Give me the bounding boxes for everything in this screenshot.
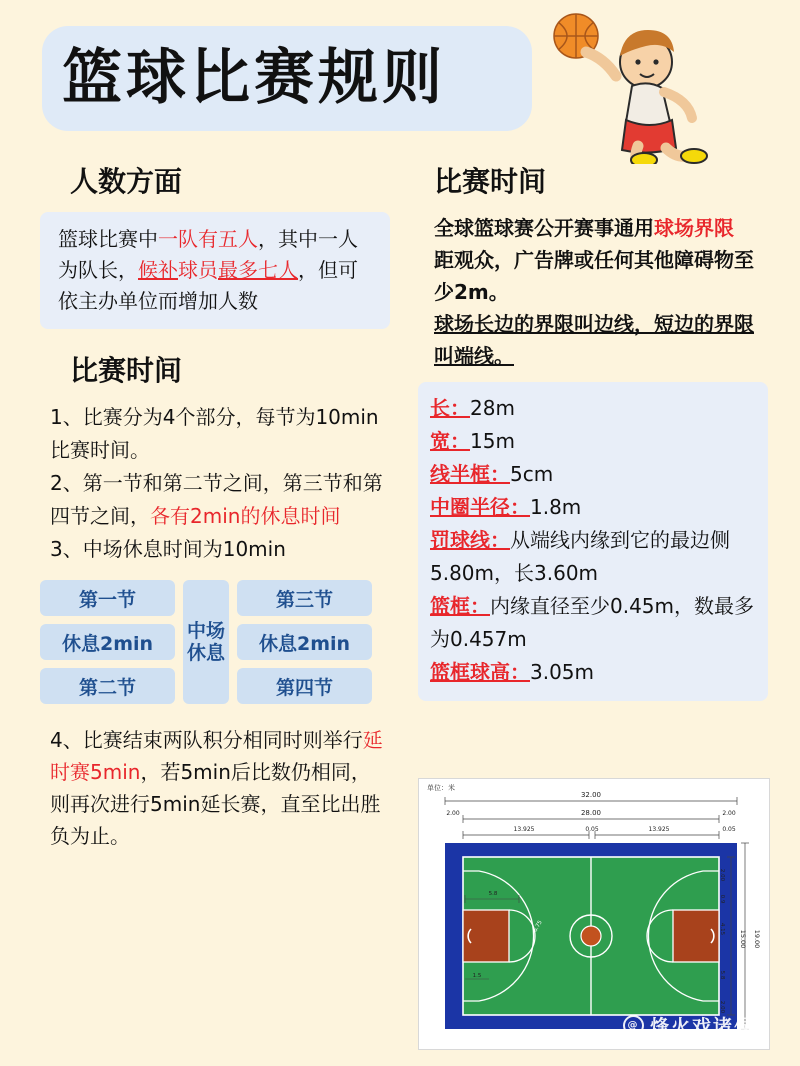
spec-value: 28m: [470, 396, 515, 420]
rule-1: 1、比赛分为4个部分，每节为10min比赛时间。: [50, 405, 379, 462]
spec-value: 5cm: [510, 462, 554, 486]
spec-key: 长：: [430, 396, 470, 420]
dim-margin-left: 2.00: [446, 810, 460, 817]
left-column: [40, 160, 390, 852]
players-text-4: 候补: [138, 258, 178, 282]
watermark-text: 烽火戏诸侯: [649, 1016, 755, 1038]
dim-height-inner: 15.00: [739, 929, 747, 949]
spec-key: 中圈半径：: [430, 495, 530, 519]
players-rule-box: [40, 212, 390, 329]
dim-center: 0.05: [585, 826, 599, 833]
dim-free-throw: 5.8: [488, 891, 498, 897]
spec-value: 3.05m: [530, 660, 595, 684]
box-quarter-1: 第一节: [40, 580, 175, 616]
rule-2: [40, 467, 390, 533]
court-diagram-svg: [419, 779, 770, 1050]
dim-side-c: 4.15: [719, 922, 725, 936]
rule-3: 3、中场休息时间为10min: [50, 537, 286, 561]
watermark-icon: @: [623, 1015, 644, 1036]
dim-side-a: 2.00: [719, 868, 725, 882]
spec-key: 线半框：: [430, 462, 510, 486]
spec-row: [430, 392, 756, 425]
rule-4: [40, 724, 390, 852]
obstacle-distance-paragraph: 距观众，广告牌或任何其他障碍物至少2m。: [434, 248, 754, 304]
rule-4-part-c: ，若5min后比数仍相同，则再次进行5min延长赛，直至比出胜负为止。: [50, 760, 381, 848]
spec-value: 1.8m: [530, 495, 582, 519]
rule-4-part-b: 延时赛5min: [50, 728, 383, 784]
basketball-player-illustration: [528, 4, 728, 164]
dim-half-b: 13.925: [648, 826, 670, 833]
box-quarter-2: 第二节: [40, 668, 175, 704]
spec-key: 篮框：: [430, 594, 490, 618]
box-rest-1: 休息2min: [40, 624, 175, 660]
dim-half-a: 13.925: [513, 826, 535, 833]
spec-row: [430, 425, 756, 458]
box-quarter-3: 第三节: [237, 580, 372, 616]
players-text-7: ，但可依主办单位而增加人数: [58, 258, 358, 313]
heading-players: 人数方面: [70, 165, 183, 198]
right-column: [418, 160, 768, 701]
dim-side-e: 2.00: [719, 1000, 725, 1014]
spec-value: 内缘直径至少0.45m，数最多为0.457m: [430, 594, 755, 651]
court-diagram: [418, 778, 770, 1050]
box-rest-2: 休息2min: [237, 624, 372, 660]
dim-edge-right: 0.05: [722, 826, 736, 833]
rule-2-part-b: 各有2min的休息时间: [150, 504, 341, 528]
rule-2-part-a: 2、第一节和第二节之间，第三节和第四节之间，: [50, 471, 383, 528]
box-halftime: [183, 580, 229, 704]
court-limit-paragraph: [418, 212, 768, 244]
court-limit-text-b: 球场界限: [654, 216, 734, 240]
dim-height-total: 19.00: [753, 929, 761, 949]
players-text-1: 篮球比赛中: [58, 227, 158, 251]
quarter-schedule-grid: [40, 580, 380, 708]
dim-margin-right: 2.00: [722, 810, 736, 817]
heading-game-time-left: 比赛时间: [70, 354, 183, 387]
spec-row: [430, 590, 756, 656]
rule-4-part-a: 4、比赛结束两队积分相同时则举行: [50, 728, 363, 752]
dim-side-d: 5.8: [719, 970, 725, 980]
spec-row: [430, 524, 756, 590]
dim-total-width: 32.00: [580, 791, 602, 799]
spec-row: [430, 458, 756, 491]
players-text-5: 球员: [178, 258, 218, 282]
spec-row: [430, 491, 756, 524]
players-text-3: ，其中一人为队长，: [58, 227, 358, 282]
court-unit-label: 单位：米: [427, 784, 455, 792]
spec-key: 罚球线：: [430, 528, 510, 552]
watermark: [623, 1012, 755, 1039]
spec-key: 宽：: [430, 429, 470, 453]
players-text-6: 最多七人: [218, 258, 298, 282]
page-title: 篮球比赛规则: [62, 43, 446, 113]
spec-value: 从端线内缘到它的最边侧5.80m，长3.60m: [430, 528, 730, 585]
box-quarter-4: 第四节: [237, 668, 372, 704]
spec-key: 篮框球高：: [430, 660, 530, 684]
dim-three-point: 6.75: [532, 919, 544, 934]
dim-inner-width: 28.00: [580, 809, 602, 817]
dim-key-width: 1.5: [472, 973, 482, 979]
heading-game-time-right: 比赛时间: [434, 165, 547, 198]
sideline-endline-paragraph: 球场长边的界限叫边线，短边的界限叫端线。: [434, 312, 754, 368]
court-spec-box: [418, 382, 768, 701]
court-limit-text-a: 全球篮球赛公开赛事通用: [434, 216, 654, 240]
spec-row: [430, 656, 756, 689]
players-text-2: 一队有五人: [158, 227, 258, 251]
spec-value: 15m: [470, 429, 515, 453]
box-halftime-label: 中场休息: [187, 620, 226, 664]
dim-side-b: 0.9: [719, 894, 725, 904]
